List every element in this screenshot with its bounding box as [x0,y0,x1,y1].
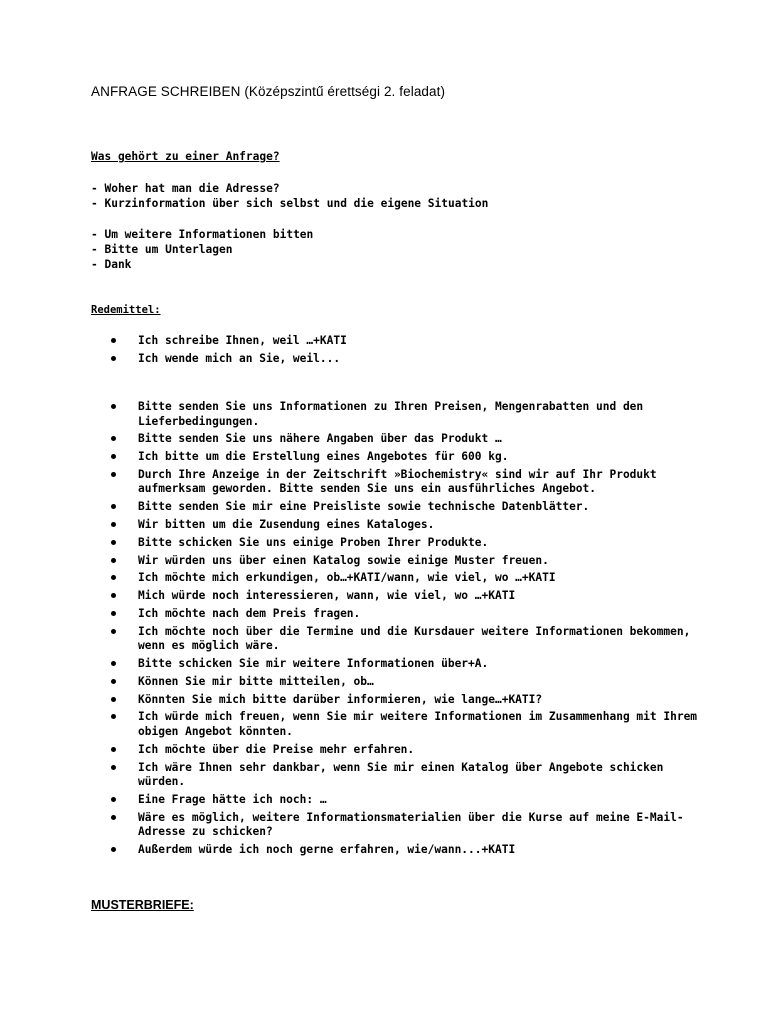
bullet-item: Ich wende mich an Sie, weil... [111,352,711,367]
bullet-icon [111,575,116,580]
bullet-icon [111,338,116,343]
bullet-item: Ich würde mich freuen, wenn Sie mir weitere Informationen im Zusammenhang mit Ihrem obigen Angebot könnten. [111,710,711,739]
bullet-icon [111,593,116,598]
list-item: - Kurzinformation über sich selbst und die eigene Situation [91,197,489,210]
bullet-item: Wir würden uns über einen Katalog sowie einige Muster freuen. [111,554,711,569]
bullet-icon [111,765,116,770]
bullet-item: Könnten Sie mich bitte darüber informieren, wie lange…+KATI? [111,693,711,708]
section-heading-anfrage: Was gehört zu einer Anfrage? [91,150,280,163]
bullet-item: Eine Frage hätte ich noch: … [111,793,711,808]
bullet-item: Bitte senden Sie mir eine Preisliste sowie technische Datenblätter. [111,500,711,515]
bullet-item: Bitte senden Sie uns nähere Angaben über das Produkt … [111,432,711,447]
bullet-icon [111,454,116,459]
bullet-icon [111,404,116,409]
bullet-item: Können Sie mir bitte mitteilen, ob… [111,675,711,690]
bullet-icon [111,679,116,684]
bullet-item: Bitte senden Sie uns Informationen zu Ihren Preisen, Mengenrabatten und den Lieferbedingungen. [111,400,711,429]
bullet-item: Wir bitten um die Zusendung eines Kataloges. [111,518,711,533]
bullet-item: Bitte schicken Sie uns einige Proben Ihrer Produkte. [111,536,711,551]
bullet-icon [111,611,116,616]
list-item: - Bitte um Unterlagen [91,243,233,256]
bullet-item: Ich möchte noch über die Termine und die Kursdauer weitere Informationen bekommen, wenn es möglich wäre. [111,625,711,654]
bullet-icon [111,661,116,666]
bullet-icon [111,797,116,802]
redemittel-intro-list [111,334,711,370]
bullet-item: Bitte schicken Sie mir weitere Informationen über+A. [111,657,711,672]
document-title: ANFRAGE SCHREIBEN (Középszintű érettségi 2. feladat) [91,84,446,99]
bullet-icon [111,558,116,563]
bullet-icon [111,629,116,634]
bullet-item: Wäre es möglich, weitere Informationsmaterialien über die Kurse auf meine E-Mail-Adresse zu schicken? [111,811,711,840]
bullet-item: Ich schreibe Ihnen, weil …+KATI [111,334,711,349]
bullet-item: Durch Ihre Anzeige in der Zeitschrift »Biochemistry« sind wir auf Ihr Produkt aufmerksam geworden. Bitte senden Sie uns ein ausführliches Angebot. [111,468,711,497]
bullet-icon [111,847,116,852]
bullet-item: Mich würde noch interessieren, wann, wie viel, wo …+KATI [111,589,711,604]
anfrage-points-2 [91,227,313,272]
section-heading-musterbriefe: MUSTERBRIEFE: [91,898,194,912]
bullet-icon [111,472,116,477]
list-item: - Um weitere Informationen bitten [91,228,314,241]
bullet-item: Ich möchte über die Preise mehr erfahren. [111,743,711,758]
list-item: - Dank [91,258,132,271]
bullet-icon [111,815,116,820]
bullet-item: Ich wäre Ihnen sehr dankbar, wenn Sie mir einen Katalog über Angebote schicken würden. [111,761,711,790]
bullet-icon [111,697,116,702]
bullet-icon [111,504,116,509]
bullet-item: Außerdem würde ich noch gerne erfahren, wie/wann...+KATI [111,843,711,858]
bullet-icon [111,356,116,361]
anfrage-points-1 [91,181,488,211]
bullet-item: Ich möchte mich erkundigen, ob…+KATI/wann, wie viel, wo …+KATI [111,571,711,586]
bullet-icon [111,747,116,752]
list-item: - Woher hat man die Adresse? [91,182,280,195]
bullet-item: Ich möchte nach dem Preis fragen. [111,607,711,622]
bullet-icon [111,714,116,719]
bullet-item: Ich bitte um die Erstellung eines Angebotes für 600 kg. [111,450,711,465]
bullet-icon [111,522,116,527]
redemittel-request-list [111,400,711,861]
section-heading-redemittel: Redemittel: [91,304,161,316]
bullet-icon [111,540,116,545]
bullet-icon [111,436,116,441]
